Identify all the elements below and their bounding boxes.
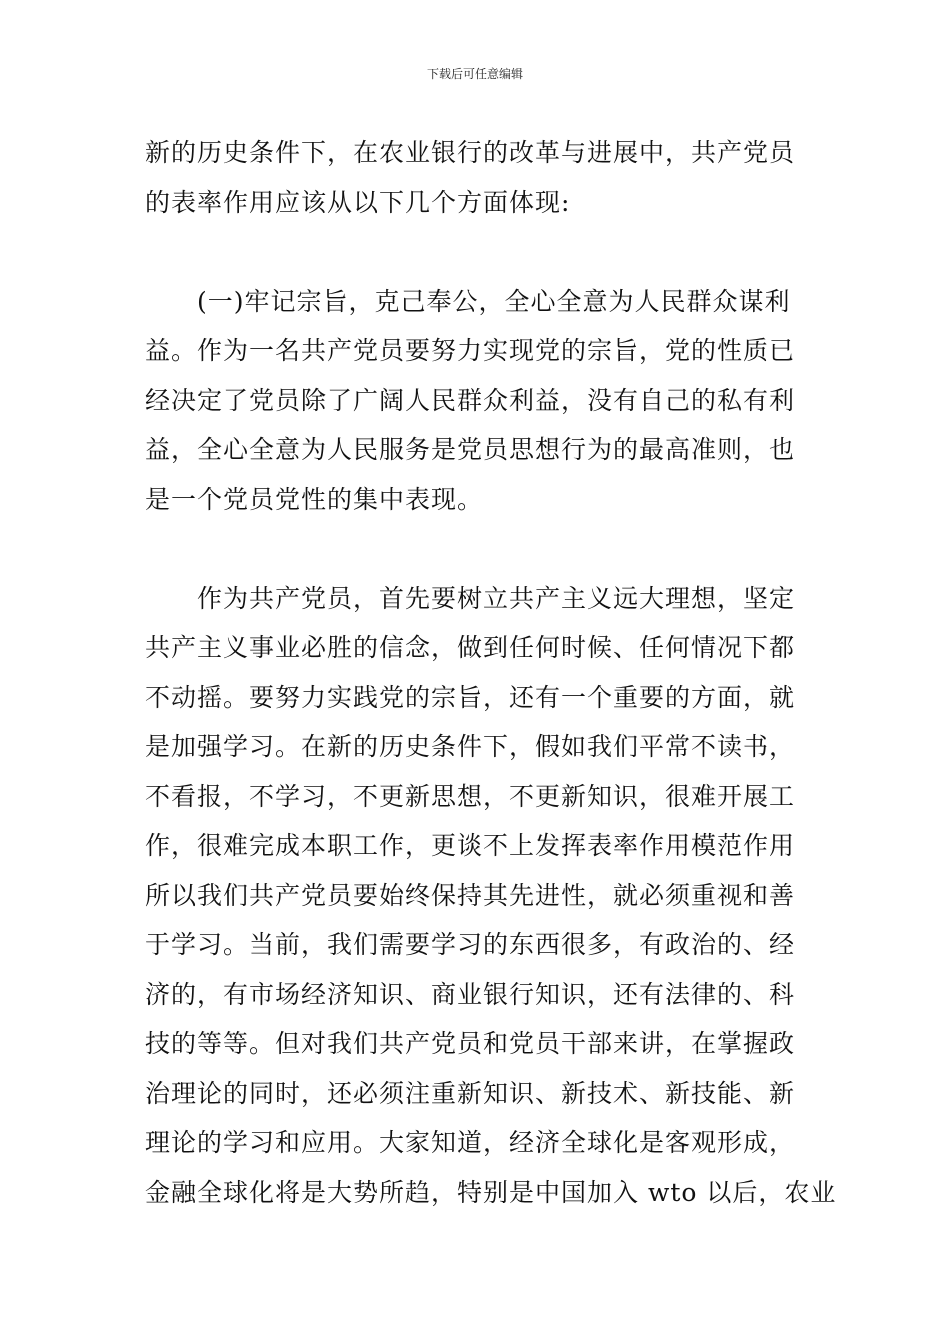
text-line: 治理论的同时，还必须注重新知识、新技术、新技能、新 (145, 1078, 796, 1108)
paragraph-intro (145, 128, 810, 227)
text-line: 于学习。当前，我们需要学习的东西很多，有政治的、经 (145, 930, 796, 959)
text-line: 理论的学习和应用。大家知道，经济全球化是客观形成， (145, 1128, 796, 1157)
text-line: 新的历史条件下，在农业银行的改革与进展中，共产党员 (145, 138, 796, 167)
text-line: 是一个党员党性的集中表现。 (145, 484, 484, 514)
text-line: 经决定了党员除了广阔人民群众利益，没有自己的私有利 (145, 385, 796, 415)
page-header: 下载后可任意编辑 (426, 67, 523, 81)
document-body (145, 128, 837, 1217)
text-line: 益，全心全意为人民服务是党员思想行为的最高准则，也 (145, 435, 796, 464)
text-line: 不动摇。要努力实践党的宗旨，还有一个重要的方面，就 (145, 682, 796, 712)
text-line: 作，很难完成本职工作，更谈不上发挥表率作用模范作用 (145, 831, 796, 860)
text-line: 益。作为一名共产党员要努力实现党的宗旨，党的性质已 (145, 336, 796, 365)
text-line: 的表率作用应该从以下几个方面体现: (145, 187, 571, 217)
text-line: 技的等等。但对我们共产党员和党员干部来讲，在掌握政 (145, 1029, 796, 1058)
paragraph-body (145, 574, 837, 1218)
text-line: 所以我们共产党员要始终保持其先进性，就必须重视和善 (145, 880, 796, 910)
paragraph-spacer (145, 227, 810, 277)
text-line: 不看报，不学习，不更新思想，不更新知识，很难开展工 (145, 781, 796, 811)
text-line: 作为共产党员，首先要树立共产主义远大理想，坚定 (197, 583, 796, 613)
text-line: (一)牢记宗旨，克己奉公，全心全意为人民群众谋利 (197, 286, 791, 316)
text-line: 金融全球化将是大势所趋，特别是中国加入 wto 以后，农业 (145, 1177, 837, 1207)
text-line: 济的，有市场经济知识、商业银行知识，还有法律的、科 (145, 979, 796, 1009)
paragraph-section-one (145, 277, 810, 525)
text-line: 是加强学习。在新的历史条件下，假如我们平常不读书， (145, 732, 796, 761)
paragraph-spacer (145, 524, 810, 574)
text-line: 共产主义事业必胜的信念，做到任何时候、任何情况下都 (145, 633, 796, 662)
